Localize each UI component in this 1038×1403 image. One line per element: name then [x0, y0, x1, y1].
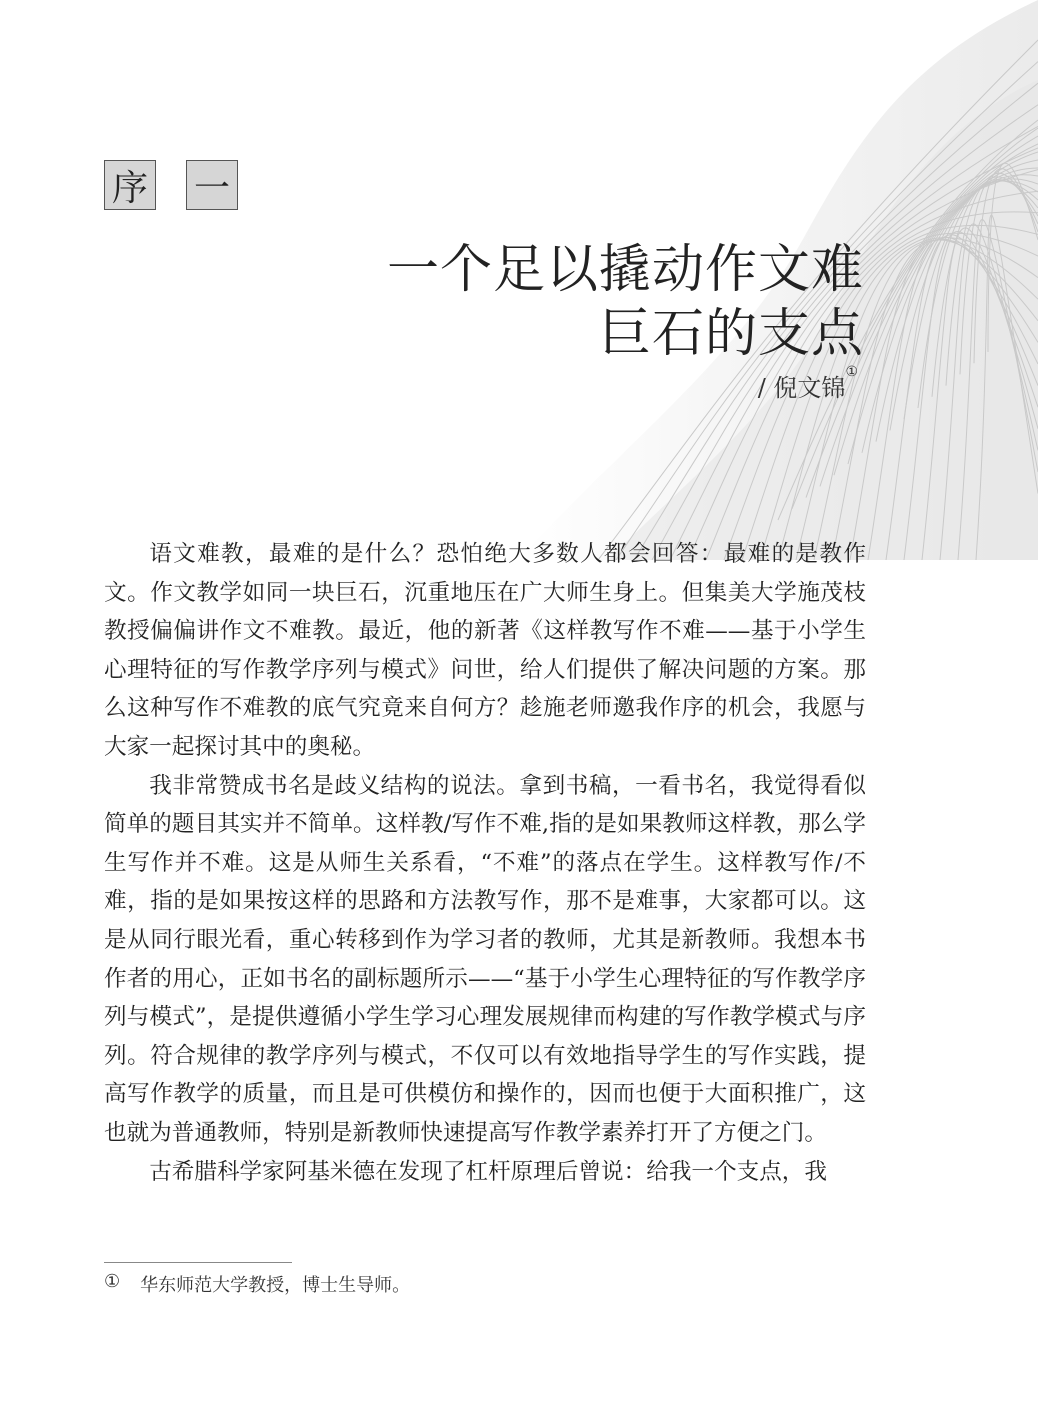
paragraph: 古希腊科学家阿基米德在发现了杠杆原理后曾说：给我一个支点，我	[149, 1158, 827, 1185]
author-footnote-mark: ①	[845, 364, 858, 380]
paragraph: 语文难教，最难的是什么？恐怕绝大多数人都会回答：最难的是教作文。作文教学如同一块巨石，沉重地压在广大师生身上。但集美大学施茂枝教授偏偏讲作文不难教。最近，他的新著《这样教写作不难——基于小学生心理特征的写作教学序列与模式》问世，给人们提供了解决问题的方案。那么这种写作不难教的底气究竟来自何方？趁施老师邀我作序的机会，我愿与大家一起探讨其中的奥秘。	[104, 541, 866, 760]
author-name: / 倪文锦	[757, 374, 846, 402]
title-line-2: 巨石的支点	[598, 304, 864, 364]
footnote-mark: ①	[104, 1271, 121, 1292]
section-label-char-2: 一	[186, 160, 238, 210]
footnote	[104, 1271, 410, 1297]
footnote-divider	[104, 1262, 292, 1263]
section-label-char-1: 序	[104, 160, 156, 210]
section-label	[104, 160, 238, 210]
title-line-1: 一个足以撬动作文难	[386, 240, 864, 300]
paragraph: 我非常赞成书名是歧义结构的说法。拿到书稿，一看书名，我觉得看似简单的题目其实并不简单。这样教/写作不难,指的是如果教师这样教，那么学生写作并不难。这是从师生关系看，“不难”的落点在学生。这样教写作/不难，指的是如果按这样的思路和方法教写作，那不是难事，大家都可以。这是从同行眼光看，重心转移到作为学习者的教师，尤其是新教师。我想本书作者的用心，正如书名的副标题所示——“基于小学生心理特征的写作教学序列与模式”，是提供遵循小学生学习心理发展规律而构建的写作教学模式与序列。符合规律的教学序列与模式，不仅可以有效地指导学生的写作实践，提高写作教学的质量，而且是可供模仿和操作的，因而也便于大面积推广，这也就为普通教师，特别是新教师快速提高写作教学素养打开了方便之门。	[104, 772, 866, 1146]
footnote-text: 华东师范大学教授，博士生导师。	[140, 1275, 411, 1296]
page-title	[387, 238, 864, 366]
body-text	[104, 535, 866, 1191]
author-line	[757, 364, 858, 403]
